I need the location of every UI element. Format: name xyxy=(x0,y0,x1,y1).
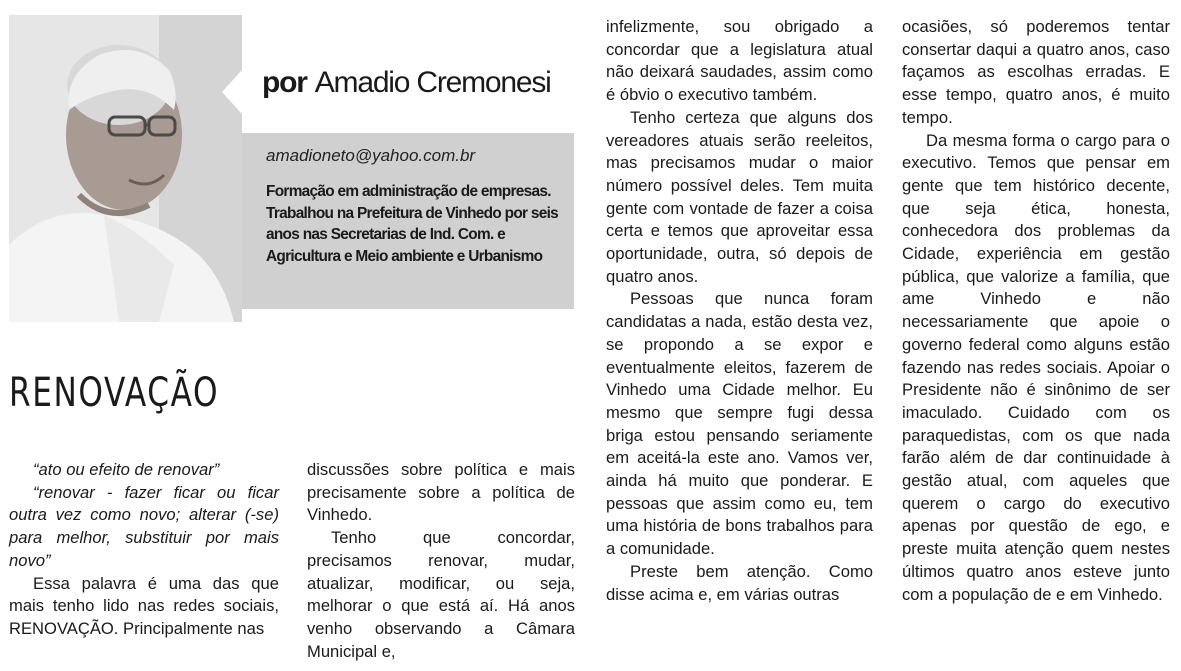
article-column-3 xyxy=(606,16,873,606)
paragraph: Preste bem atenção. Como disse acima e, em várias outras xyxy=(606,561,873,604)
paragraph: Essa palavra é uma das que mais tenho lido nas redes sociais, RENOVAÇÃO. Principalmente nas xyxy=(9,573,279,638)
paragraph: Da mesma forma o cargo para o executivo. Temos que pensar em gente que tem histórico decente, que seja ética, honesta, conhecedora dos problemas da Cidade, experiência em gestão pública, que valorize a família, que ame Vinhedo e não necessariamente que apoie o governo federal como alguns estão fazendo nas redes sociais. Apoiar o Presidente não é sinônimo de ser imaculado. Cuidado com os paraquedistas, com os que nada farão além de dar continuidade à gestão atual, com aqueles que querem o cargo do executivo apenas por questão de ego, e preste muita atenção quem nestes últimos quatro anos esteve junto com a população de e em Vinhedo. xyxy=(902,130,1170,604)
definition-quote-2: “renovar - fazer ficar ou ficar outra vez como novo; alterar (-se) para melhor, substituir por mais novo” xyxy=(9,482,279,570)
author-email: amadioneto@yahoo.com.br xyxy=(266,146,476,165)
paragraph: Tenho certeza que alguns dos vereadores atuais serão reeleitos, mas precisamos mudar o maior número possível deles. Tem muita gente com vontade de fazer a coisa certa e temos que aproveitar essa oportunidade, outra, só depois de quatro anos. xyxy=(606,107,873,286)
byline-prefix: por xyxy=(262,66,307,99)
paragraph: Pessoas que nunca foram candidatas a nada, estão desta vez, se propondo a se expor e eventualmente eleitos, fazerem de Vinhedo uma Cidade melhor. Eu mesmo que sempre fugi dessa briga estou pensando seriamente em aceitá-la este ano. Vamos ver, ainda há muito que ponderar. E pessoas que assim como eu, tem uma história de bons trabalhos para a comunidade. xyxy=(606,289,873,559)
photo-pointer-decoration xyxy=(222,70,242,114)
article-headline: RENOVAÇÃO xyxy=(9,370,220,416)
author-name: Amadio Cremonesi xyxy=(314,66,551,99)
definition-quote-1: “ato ou efeito de renovar” xyxy=(33,460,220,479)
paragraph: Tenho que concordar, precisamos renovar, mudar, atualizar, modificar, ou seja, melhorar o que está aí. Há anos venho observando a Câmara Municipal e, xyxy=(307,528,575,661)
paragraph: discussões sobre política e mais precisamente sobre a política de Vinhedo. xyxy=(307,460,575,525)
article-column-4 xyxy=(902,16,1170,606)
article-column-1 xyxy=(9,459,279,641)
author-bio: Formação em administração de empresas. Trabalhou na Prefeitura de Vinhedo por seis anos nas Secretarias de Ind. Com. e Agricultura e Meio ambiente e Urbanismo xyxy=(266,183,559,265)
author-portrait-illustration xyxy=(9,15,242,322)
author-byline xyxy=(262,66,582,100)
author-photo xyxy=(9,15,242,322)
paragraph: ocasiões, só poderemos tentar consertar daqui a quatro anos, caso façamos as escolhas erradas. E esse tempo, quatro anos, é muito tempo. xyxy=(902,17,1170,127)
article-column-2 xyxy=(307,459,575,663)
paragraph: infelizmente, sou obrigado a concordar que a legislatura atual não deixará saudades, assim como é óbvio o executivo também. xyxy=(606,17,873,105)
